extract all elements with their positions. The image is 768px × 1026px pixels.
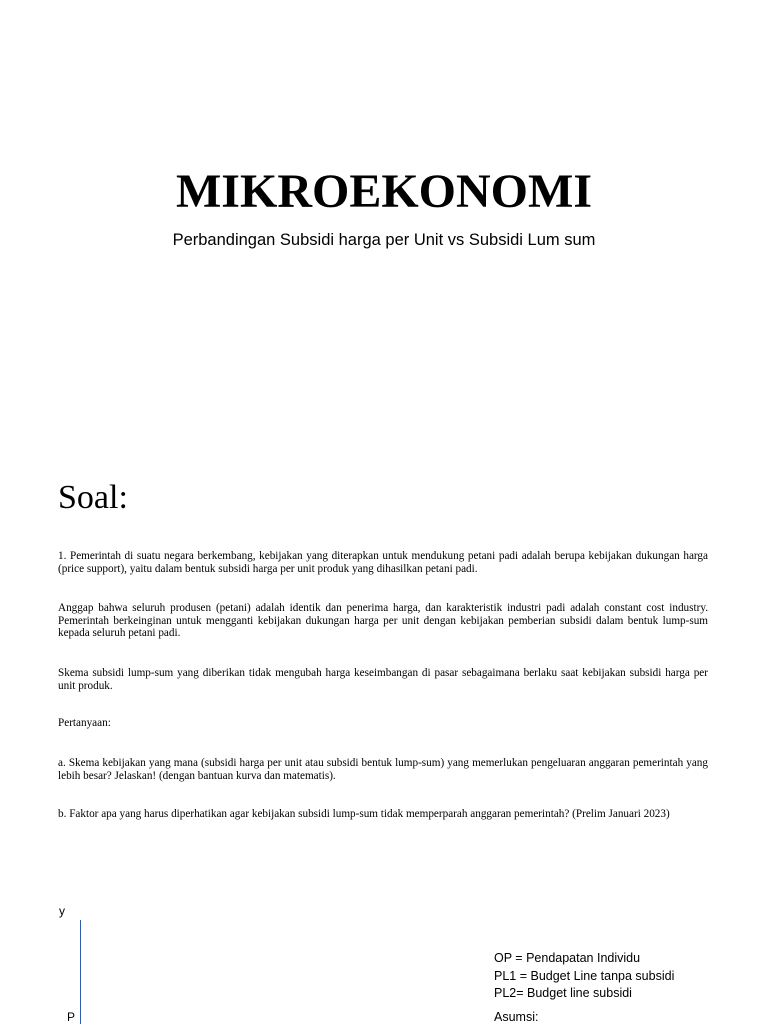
paragraph-questions-heading: Pertanyaan: [58,717,708,730]
paragraph-question-a: a. Skema kebijakan yang mana (subsidi harga per unit atau subsidi bentuk lump-sum) yang memerlukan pengeluaran anggaran pemerintah yang lebih besar? Jelaskan! (dengan bantuan kurva dan matematis). [58,757,708,782]
paragraph-question-1: 1. Pemerintah di suatu negara berkembang, kebijakan yang diterapkan untuk mendukung petani padi adalah berupa kebijakan dukungan harga (price support), yaitu dalam bentuk subsidi harga per unit produk yang dihasilkan petani padi. [58,550,708,575]
document-title: MIKROEKONOMI [0,166,768,218]
note-pl1: PL1 = Budget Line tanpa subsidi [494,968,674,986]
paragraph-question-b: b. Faktor apa yang harus diperhatikan agar kebijakan subsidi lump-sum tidak memperparah anggaran pemerintah? (Prelim Januari 2023) [58,808,708,821]
section-heading: Soal: [58,478,128,518]
paragraph-scheme: Skema subsidi lump-sum yang diberikan tidak mengubah harga keseimbangan di pasar sebagaimana berlaku saat kebijakan subsidi harga per unit produk. [58,667,708,692]
graph-legend-notes [494,950,674,1026]
note-op: OP = Pendapatan Individu [494,950,674,968]
y-axis-line [80,920,81,1024]
document-subtitle: Perbandingan Subsidi harga per Unit vs Subsidi Lum sum [0,229,768,251]
note-pl2: PL2= Budget line subsidi [494,985,674,1003]
paragraph-assumption: Anggap bahwa seluruh produsen (petani) adalah identik dan penerima harga, dan karakteristik industri padi adalah constant cost industry. Pemerintah berkeinginan untuk mengganti kebijakan dukungan harga per unit dengan kebijakan pemberian subsidi dalam bentuk lump-sum kepada seluruh petani padi. [58,602,708,640]
p-axis-label: P [67,1010,75,1024]
note-assumption: Asumsi: [494,1009,674,1026]
y-axis-label: y [59,904,65,918]
